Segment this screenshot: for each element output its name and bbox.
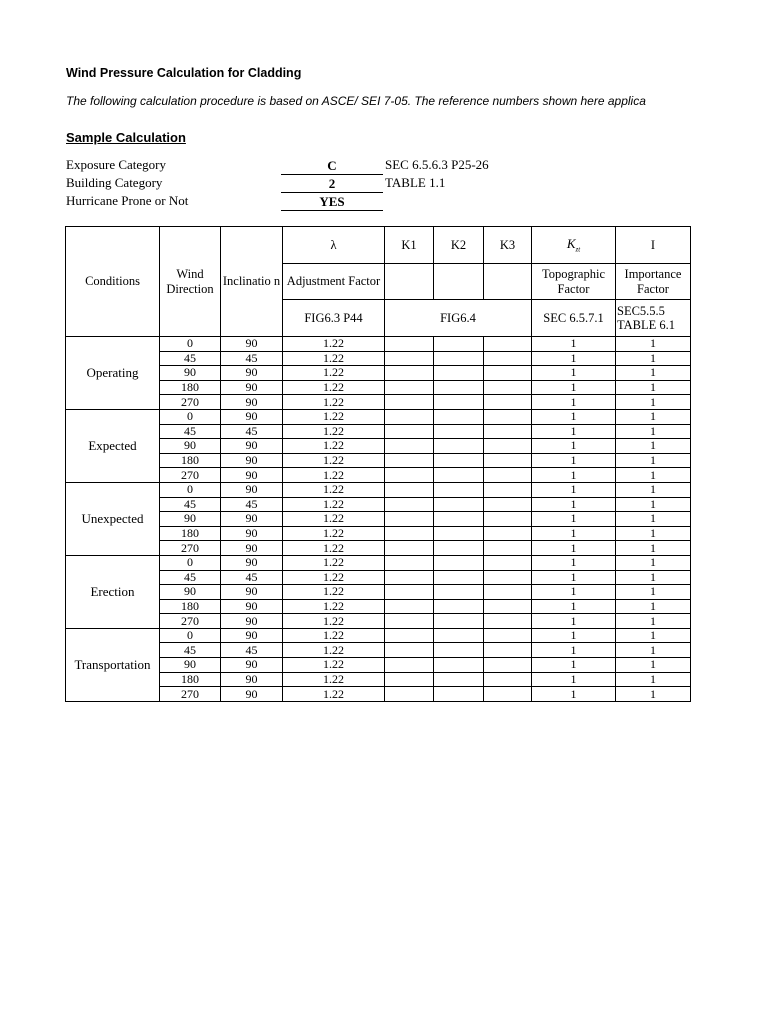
building-category-ref: TABLE 1.1 bbox=[385, 175, 446, 190]
inclination-cell: 90 bbox=[221, 541, 283, 556]
hurricane-prone-value: YES bbox=[281, 193, 383, 211]
inclination-cell: 90 bbox=[221, 453, 283, 468]
topographic-factor-cell: 1 bbox=[532, 555, 616, 570]
table-row bbox=[66, 512, 691, 527]
k1-cell bbox=[385, 424, 434, 439]
importance-factor-header: Importance Factor bbox=[616, 264, 691, 300]
topographic-factor-cell: 1 bbox=[532, 439, 616, 454]
importance-factor-cell: 1 bbox=[616, 351, 691, 366]
topographic-factor-cell: 1 bbox=[532, 541, 616, 556]
k3-cell bbox=[484, 555, 532, 570]
wind-direction-cell: 90 bbox=[160, 366, 221, 381]
wind-direction-cell: 270 bbox=[160, 541, 221, 556]
table-row bbox=[66, 453, 691, 468]
k3-cell bbox=[484, 570, 532, 585]
table-row bbox=[66, 614, 691, 629]
importance-factor-cell: 1 bbox=[616, 395, 691, 410]
importance-factor-cell: 1 bbox=[616, 643, 691, 658]
k1-cell bbox=[385, 453, 434, 468]
k2-cell bbox=[434, 453, 484, 468]
table-row bbox=[66, 643, 691, 658]
lambda-reference: FIG6.3 P44 bbox=[283, 300, 385, 337]
document-title: Wind Pressure Calculation for Cladding bbox=[66, 66, 302, 80]
importance-factor-cell: 1 bbox=[616, 526, 691, 541]
k2-cell bbox=[434, 541, 484, 556]
k1-cell bbox=[385, 672, 434, 687]
k2-cell bbox=[434, 482, 484, 497]
k3-cell bbox=[484, 585, 532, 600]
topographic-factor-cell: 1 bbox=[532, 643, 616, 658]
k1-cell bbox=[385, 439, 434, 454]
k3-cell bbox=[484, 453, 532, 468]
k3-cell bbox=[484, 599, 532, 614]
inclination-cell: 90 bbox=[221, 526, 283, 541]
importance-factor-cell: 1 bbox=[616, 570, 691, 585]
importance-factor-cell: 1 bbox=[616, 482, 691, 497]
topographic-factor-cell: 1 bbox=[532, 570, 616, 585]
inclination-cell: 90 bbox=[221, 614, 283, 629]
k3-cell bbox=[484, 409, 532, 424]
table-row bbox=[66, 599, 691, 614]
k3-cell bbox=[484, 672, 532, 687]
topographic-factor-cell: 1 bbox=[532, 658, 616, 673]
inclination-cell: 90 bbox=[221, 599, 283, 614]
topographic-factor-cell: 1 bbox=[532, 366, 616, 381]
topographic-factor-cell: 1 bbox=[532, 599, 616, 614]
topographic-factor-cell: 1 bbox=[532, 628, 616, 643]
table-row bbox=[66, 628, 691, 643]
inclination-cell: 90 bbox=[221, 337, 283, 352]
k3-cell bbox=[484, 424, 532, 439]
adjustment-factor-cell: 1.22 bbox=[283, 599, 385, 614]
topographic-factor-cell: 1 bbox=[532, 424, 616, 439]
inclination-cell: 90 bbox=[221, 672, 283, 687]
k1-empty-cell bbox=[385, 264, 434, 300]
wind-direction-cell: 45 bbox=[160, 424, 221, 439]
k1-cell bbox=[385, 380, 434, 395]
k2-empty-cell bbox=[434, 264, 484, 300]
k2-cell bbox=[434, 366, 484, 381]
adjustment-factor-cell: 1.22 bbox=[283, 658, 385, 673]
topographic-factor-cell: 1 bbox=[532, 351, 616, 366]
k1-cell bbox=[385, 482, 434, 497]
adjustment-factor-cell: 1.22 bbox=[283, 570, 385, 585]
adjustment-factor-cell: 1.22 bbox=[283, 366, 385, 381]
table-row bbox=[66, 497, 691, 512]
inclination-cell: 90 bbox=[221, 439, 283, 454]
k1-cell bbox=[385, 468, 434, 483]
importance-factor-cell: 1 bbox=[616, 614, 691, 629]
k1-cell bbox=[385, 658, 434, 673]
wind-direction-cell: 45 bbox=[160, 570, 221, 585]
k2-cell bbox=[434, 643, 484, 658]
adjustment-factor-cell: 1.22 bbox=[283, 555, 385, 570]
adjustment-factor-header: Adjustment Factor bbox=[283, 264, 385, 300]
wind-direction-cell: 0 bbox=[160, 409, 221, 424]
importance-factor-cell: 1 bbox=[616, 380, 691, 395]
condition-cell: Expected bbox=[66, 409, 160, 482]
inclination-cell: 90 bbox=[221, 366, 283, 381]
inclination-cell: 90 bbox=[221, 482, 283, 497]
inclination-cell: 90 bbox=[221, 468, 283, 483]
k2-header: K2 bbox=[434, 227, 484, 264]
importance-reference-line2: TABLE 6.1 bbox=[617, 318, 676, 332]
wind-direction-cell: 0 bbox=[160, 482, 221, 497]
table-row bbox=[66, 585, 691, 600]
table-row bbox=[66, 366, 691, 381]
k3-cell bbox=[484, 526, 532, 541]
wind-direction-cell: 0 bbox=[160, 337, 221, 352]
k3-cell bbox=[484, 482, 532, 497]
table-row bbox=[66, 337, 691, 352]
table-row bbox=[66, 526, 691, 541]
adjustment-factor-cell: 1.22 bbox=[283, 614, 385, 629]
adjustment-factor-cell: 1.22 bbox=[283, 453, 385, 468]
inclination-cell: 90 bbox=[221, 380, 283, 395]
importance-factor-cell: 1 bbox=[616, 599, 691, 614]
importance-reference bbox=[616, 300, 691, 337]
k2-cell bbox=[434, 672, 484, 687]
importance-factor-cell: 1 bbox=[616, 628, 691, 643]
table-row bbox=[66, 468, 691, 483]
inclination-cell: 90 bbox=[221, 409, 283, 424]
adjustment-factor-cell: 1.22 bbox=[283, 628, 385, 643]
wind-factor-table bbox=[65, 226, 691, 702]
k1-cell bbox=[385, 555, 434, 570]
k1-cell bbox=[385, 409, 434, 424]
table-row bbox=[66, 687, 691, 702]
condition-cell: Unexpected bbox=[66, 482, 160, 555]
k2-cell bbox=[434, 526, 484, 541]
topographic-factor-cell: 1 bbox=[532, 614, 616, 629]
k3-cell bbox=[484, 439, 532, 454]
k2-cell bbox=[434, 380, 484, 395]
k2-cell bbox=[434, 570, 484, 585]
k3-cell bbox=[484, 628, 532, 643]
k2-cell bbox=[434, 351, 484, 366]
k2-cell bbox=[434, 555, 484, 570]
k2-cell bbox=[434, 687, 484, 702]
lambda-symbol-header: λ bbox=[283, 227, 385, 264]
hurricane-prone-label: Hurricane Prone or Not bbox=[66, 193, 189, 208]
wind-direction-cell: 180 bbox=[160, 380, 221, 395]
k3-cell bbox=[484, 658, 532, 673]
adjustment-factor-cell: 1.22 bbox=[283, 541, 385, 556]
k3-empty-cell bbox=[484, 264, 532, 300]
adjustment-factor-cell: 1.22 bbox=[283, 526, 385, 541]
table-row bbox=[66, 439, 691, 454]
wind-direction-cell: 270 bbox=[160, 468, 221, 483]
inclination-cell: 90 bbox=[221, 658, 283, 673]
adjustment-factor-cell: 1.22 bbox=[283, 395, 385, 410]
condition-cell: Operating bbox=[66, 337, 160, 410]
adjustment-factor-cell: 1.22 bbox=[283, 643, 385, 658]
exposure-category-label: Exposure Category bbox=[66, 157, 167, 172]
adjustment-factor-cell: 1.22 bbox=[283, 439, 385, 454]
k3-cell bbox=[484, 643, 532, 658]
topographic-factor-cell: 1 bbox=[532, 468, 616, 483]
k2-cell bbox=[434, 409, 484, 424]
wind-direction-cell: 90 bbox=[160, 585, 221, 600]
table-row bbox=[66, 424, 691, 439]
wind-direction-cell: 90 bbox=[160, 512, 221, 527]
inclination-cell: 90 bbox=[221, 555, 283, 570]
inclination-cell: 45 bbox=[221, 424, 283, 439]
adjustment-factor-cell: 1.22 bbox=[283, 424, 385, 439]
k1-cell bbox=[385, 585, 434, 600]
table-row bbox=[66, 672, 691, 687]
k1-cell bbox=[385, 337, 434, 352]
k3-cell bbox=[484, 512, 532, 527]
adjustment-factor-cell: 1.22 bbox=[283, 512, 385, 527]
k1-cell bbox=[385, 526, 434, 541]
importance-factor-cell: 1 bbox=[616, 337, 691, 352]
adjustment-factor-cell: 1.22 bbox=[283, 585, 385, 600]
k2-cell bbox=[434, 337, 484, 352]
kzt-subscript: zt bbox=[575, 245, 581, 254]
k2-cell bbox=[434, 628, 484, 643]
wind-direction-cell: 0 bbox=[160, 628, 221, 643]
inclination-cell: 90 bbox=[221, 512, 283, 527]
topographic-factor-cell: 1 bbox=[532, 482, 616, 497]
adjustment-factor-cell: 1.22 bbox=[283, 337, 385, 352]
k3-cell bbox=[484, 380, 532, 395]
inclination-header: Inclinatio n bbox=[221, 227, 283, 337]
k1-cell bbox=[385, 512, 434, 527]
importance-symbol-header: I bbox=[616, 227, 691, 264]
condition-cell: Erection bbox=[66, 555, 160, 628]
k1-header: K1 bbox=[385, 227, 434, 264]
k3-cell bbox=[484, 468, 532, 483]
k-factors-reference: FIG6.4 bbox=[385, 300, 532, 337]
wind-direction-cell: 180 bbox=[160, 672, 221, 687]
k3-cell bbox=[484, 497, 532, 512]
inclination-cell: 45 bbox=[221, 570, 283, 585]
importance-factor-cell: 1 bbox=[616, 453, 691, 468]
k2-cell bbox=[434, 439, 484, 454]
inclination-cell: 90 bbox=[221, 395, 283, 410]
k2-cell bbox=[434, 614, 484, 629]
inclination-cell: 45 bbox=[221, 497, 283, 512]
importance-factor-cell: 1 bbox=[616, 687, 691, 702]
k3-cell bbox=[484, 541, 532, 556]
condition-cell: Transportation bbox=[66, 628, 160, 701]
importance-factor-cell: 1 bbox=[616, 672, 691, 687]
k1-cell bbox=[385, 541, 434, 556]
kzt-reference: SEC 6.5.7.1 bbox=[532, 300, 616, 337]
wind-direction-cell: 180 bbox=[160, 526, 221, 541]
inclination-cell: 90 bbox=[221, 687, 283, 702]
inclination-cell: 90 bbox=[221, 585, 283, 600]
importance-factor-cell: 1 bbox=[616, 497, 691, 512]
k1-cell bbox=[385, 497, 434, 512]
adjustment-factor-cell: 1.22 bbox=[283, 687, 385, 702]
importance-factor-cell: 1 bbox=[616, 366, 691, 381]
wind-direction-cell: 90 bbox=[160, 658, 221, 673]
importance-factor-cell: 1 bbox=[616, 512, 691, 527]
exposure-category-value: C bbox=[281, 157, 383, 175]
inclination-cell: 45 bbox=[221, 643, 283, 658]
topographic-factor-cell: 1 bbox=[532, 672, 616, 687]
k3-cell bbox=[484, 351, 532, 366]
table-row bbox=[66, 658, 691, 673]
wind-direction-cell: 45 bbox=[160, 497, 221, 512]
k2-cell bbox=[434, 468, 484, 483]
k1-cell bbox=[385, 643, 434, 658]
k1-cell bbox=[385, 395, 434, 410]
k1-cell bbox=[385, 599, 434, 614]
wind-direction-cell: 270 bbox=[160, 614, 221, 629]
wind-direction-cell: 90 bbox=[160, 439, 221, 454]
k3-header: K3 bbox=[484, 227, 532, 264]
k2-cell bbox=[434, 599, 484, 614]
topographic-factor-cell: 1 bbox=[532, 409, 616, 424]
building-category-value: 2 bbox=[281, 175, 383, 193]
conditions-header: Conditions bbox=[66, 227, 160, 337]
wind-direction-header: Wind Direction bbox=[160, 227, 221, 337]
k3-cell bbox=[484, 366, 532, 381]
k1-cell bbox=[385, 628, 434, 643]
table-row bbox=[66, 409, 691, 424]
importance-reference-line1: SEC5.5.5 bbox=[617, 304, 665, 318]
k2-cell bbox=[434, 512, 484, 527]
k1-cell bbox=[385, 570, 434, 585]
k2-cell bbox=[434, 585, 484, 600]
kzt-symbol: K bbox=[566, 236, 576, 252]
importance-factor-cell: 1 bbox=[616, 439, 691, 454]
wind-direction-cell: 270 bbox=[160, 395, 221, 410]
table-row bbox=[66, 351, 691, 366]
table-row bbox=[66, 395, 691, 410]
adjustment-factor-cell: 1.22 bbox=[283, 380, 385, 395]
importance-factor-cell: 1 bbox=[616, 555, 691, 570]
k1-cell bbox=[385, 687, 434, 702]
kzt-symbol-header bbox=[532, 227, 616, 264]
table-row bbox=[66, 482, 691, 497]
adjustment-factor-cell: 1.22 bbox=[283, 409, 385, 424]
k1-cell bbox=[385, 366, 434, 381]
topographic-factor-cell: 1 bbox=[532, 380, 616, 395]
importance-factor-cell: 1 bbox=[616, 424, 691, 439]
adjustment-factor-cell: 1.22 bbox=[283, 497, 385, 512]
topographic-factor-cell: 1 bbox=[532, 337, 616, 352]
wind-direction-cell: 0 bbox=[160, 555, 221, 570]
wind-direction-cell: 180 bbox=[160, 453, 221, 468]
k2-cell bbox=[434, 395, 484, 410]
importance-factor-cell: 1 bbox=[616, 468, 691, 483]
topographic-factor-cell: 1 bbox=[532, 497, 616, 512]
wind-direction-cell: 45 bbox=[160, 351, 221, 366]
inclination-cell: 90 bbox=[221, 628, 283, 643]
adjustment-factor-cell: 1.22 bbox=[283, 482, 385, 497]
wind-direction-cell: 180 bbox=[160, 599, 221, 614]
k3-cell bbox=[484, 614, 532, 629]
exposure-category-ref: SEC 6.5.6.3 P25-26 bbox=[385, 157, 489, 172]
topographic-factor-cell: 1 bbox=[532, 453, 616, 468]
table-row bbox=[66, 555, 691, 570]
table-row bbox=[66, 570, 691, 585]
topographic-factor-cell: 1 bbox=[532, 687, 616, 702]
k1-cell bbox=[385, 351, 434, 366]
adjustment-factor-cell: 1.22 bbox=[283, 351, 385, 366]
topographic-factor-cell: 1 bbox=[532, 512, 616, 527]
k2-cell bbox=[434, 658, 484, 673]
adjustment-factor-cell: 1.22 bbox=[283, 468, 385, 483]
table-row bbox=[66, 380, 691, 395]
importance-factor-cell: 1 bbox=[616, 409, 691, 424]
topographic-factor-cell: 1 bbox=[532, 526, 616, 541]
importance-factor-cell: 1 bbox=[616, 541, 691, 556]
k1-cell bbox=[385, 614, 434, 629]
wind-direction-cell: 45 bbox=[160, 643, 221, 658]
k2-cell bbox=[434, 497, 484, 512]
inclination-cell: 45 bbox=[221, 351, 283, 366]
topographic-factor-cell: 1 bbox=[532, 585, 616, 600]
topographic-factor-cell: 1 bbox=[532, 395, 616, 410]
topographic-factor-header: Topographic Factor bbox=[532, 264, 616, 300]
k3-cell bbox=[484, 395, 532, 410]
document-subtitle: The following calculation procedure is based on ASCE/ SEI 7-05. The reference numbers shown here applica bbox=[66, 94, 646, 108]
building-category-label: Building Category bbox=[66, 175, 163, 190]
table-body bbox=[66, 337, 691, 702]
section-heading: Sample Calculation bbox=[66, 130, 186, 145]
adjustment-factor-cell: 1.22 bbox=[283, 672, 385, 687]
k2-cell bbox=[434, 424, 484, 439]
wind-direction-cell: 270 bbox=[160, 687, 221, 702]
table-row bbox=[66, 541, 691, 556]
k3-cell bbox=[484, 687, 532, 702]
importance-factor-cell: 1 bbox=[616, 658, 691, 673]
k3-cell bbox=[484, 337, 532, 352]
importance-factor-cell: 1 bbox=[616, 585, 691, 600]
